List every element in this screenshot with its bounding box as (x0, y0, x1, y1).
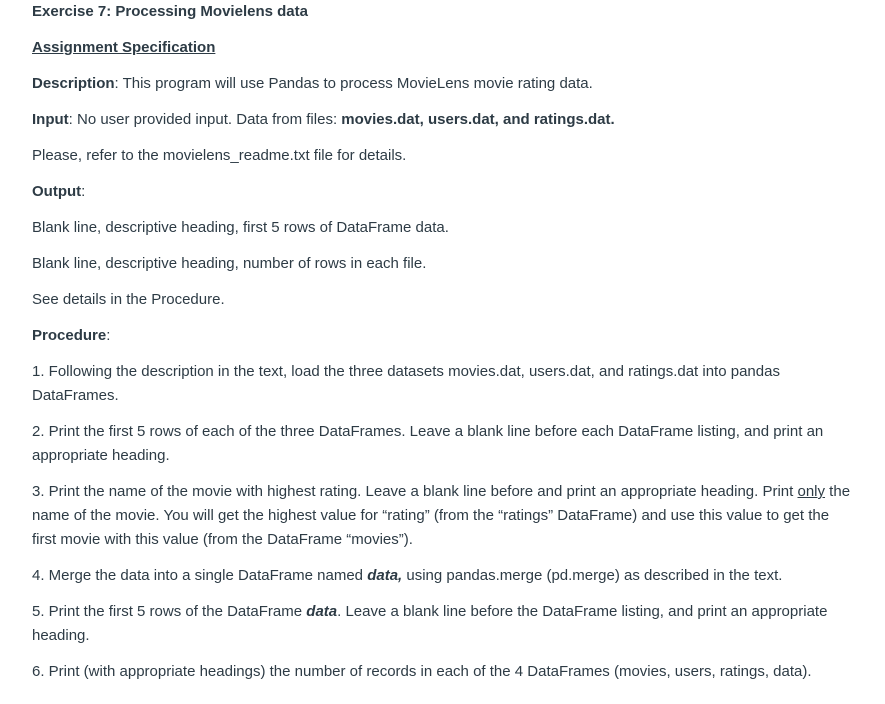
data-emphasis: data, (367, 567, 403, 584)
procedure-step-1: 1. Following the description in the text, load the three datasets movies.dat, users.dat, and ratings.dat into pandas DataFrames. (32, 363, 780, 404)
description-label: Description (32, 75, 115, 92)
procedure-step-6: 6. Print (with appropriate headings) the number of records in each of the 4 DataFrames (movies, users, ratings, data). (32, 663, 812, 680)
output-line-1: Blank line, descriptive heading, first 5 rows of DataFrame data. (32, 219, 449, 236)
output-line-3: See details in the Procedure. (32, 291, 225, 308)
input-text: : No user provided input. Data from files: (68, 111, 342, 128)
description-paragraph (32, 72, 852, 96)
exercise-title: Exercise 7: Processing Movielens data (32, 3, 308, 20)
input-label: Input (32, 111, 69, 128)
input-files: movies.dat, users.dat, and ratings.dat. (341, 111, 615, 128)
procedure-step-5: 5. Print the first 5 rows of the DataFrame data. Leave a blank line before the DataFrame listing, and print an appropriate heading. (32, 603, 828, 644)
description-text: : This program will use Pandas to process MovieLens movie rating data. (114, 75, 593, 92)
data-emphasis: data (306, 603, 338, 620)
procedure-heading: Procedure: (32, 327, 111, 344)
output-heading: Output: (32, 183, 86, 200)
assignment-heading: Assignment Specification (32, 39, 216, 56)
input-paragraph (32, 108, 852, 132)
procedure-step-2: 2. Print the first 5 rows of each of the three DataFrames. Leave a blank line before each DataFrame listing, and print an appropriate heading. (32, 423, 824, 464)
readme-note: Please, refer to the movielens_readme.txt file for details. (32, 147, 407, 164)
procedure-step-3: 3. Print the name of the movie with highest rating. Leave a blank line before and print an appropriate heading. Print only the name of the movie. You will get the highest value for “rating” (from the “ratings” DataFrame) and use this value to get the first movie with this value (from the DataFrame “movies”). (32, 483, 851, 548)
procedure-step-4: 4. Merge the data into a single DataFrame named data, using pandas.merge (pd.merge) as described in the text. (32, 567, 783, 584)
output-line-2: Blank line, descriptive heading, number of rows in each file. (32, 255, 427, 272)
only-emphasis: only (797, 483, 826, 500)
